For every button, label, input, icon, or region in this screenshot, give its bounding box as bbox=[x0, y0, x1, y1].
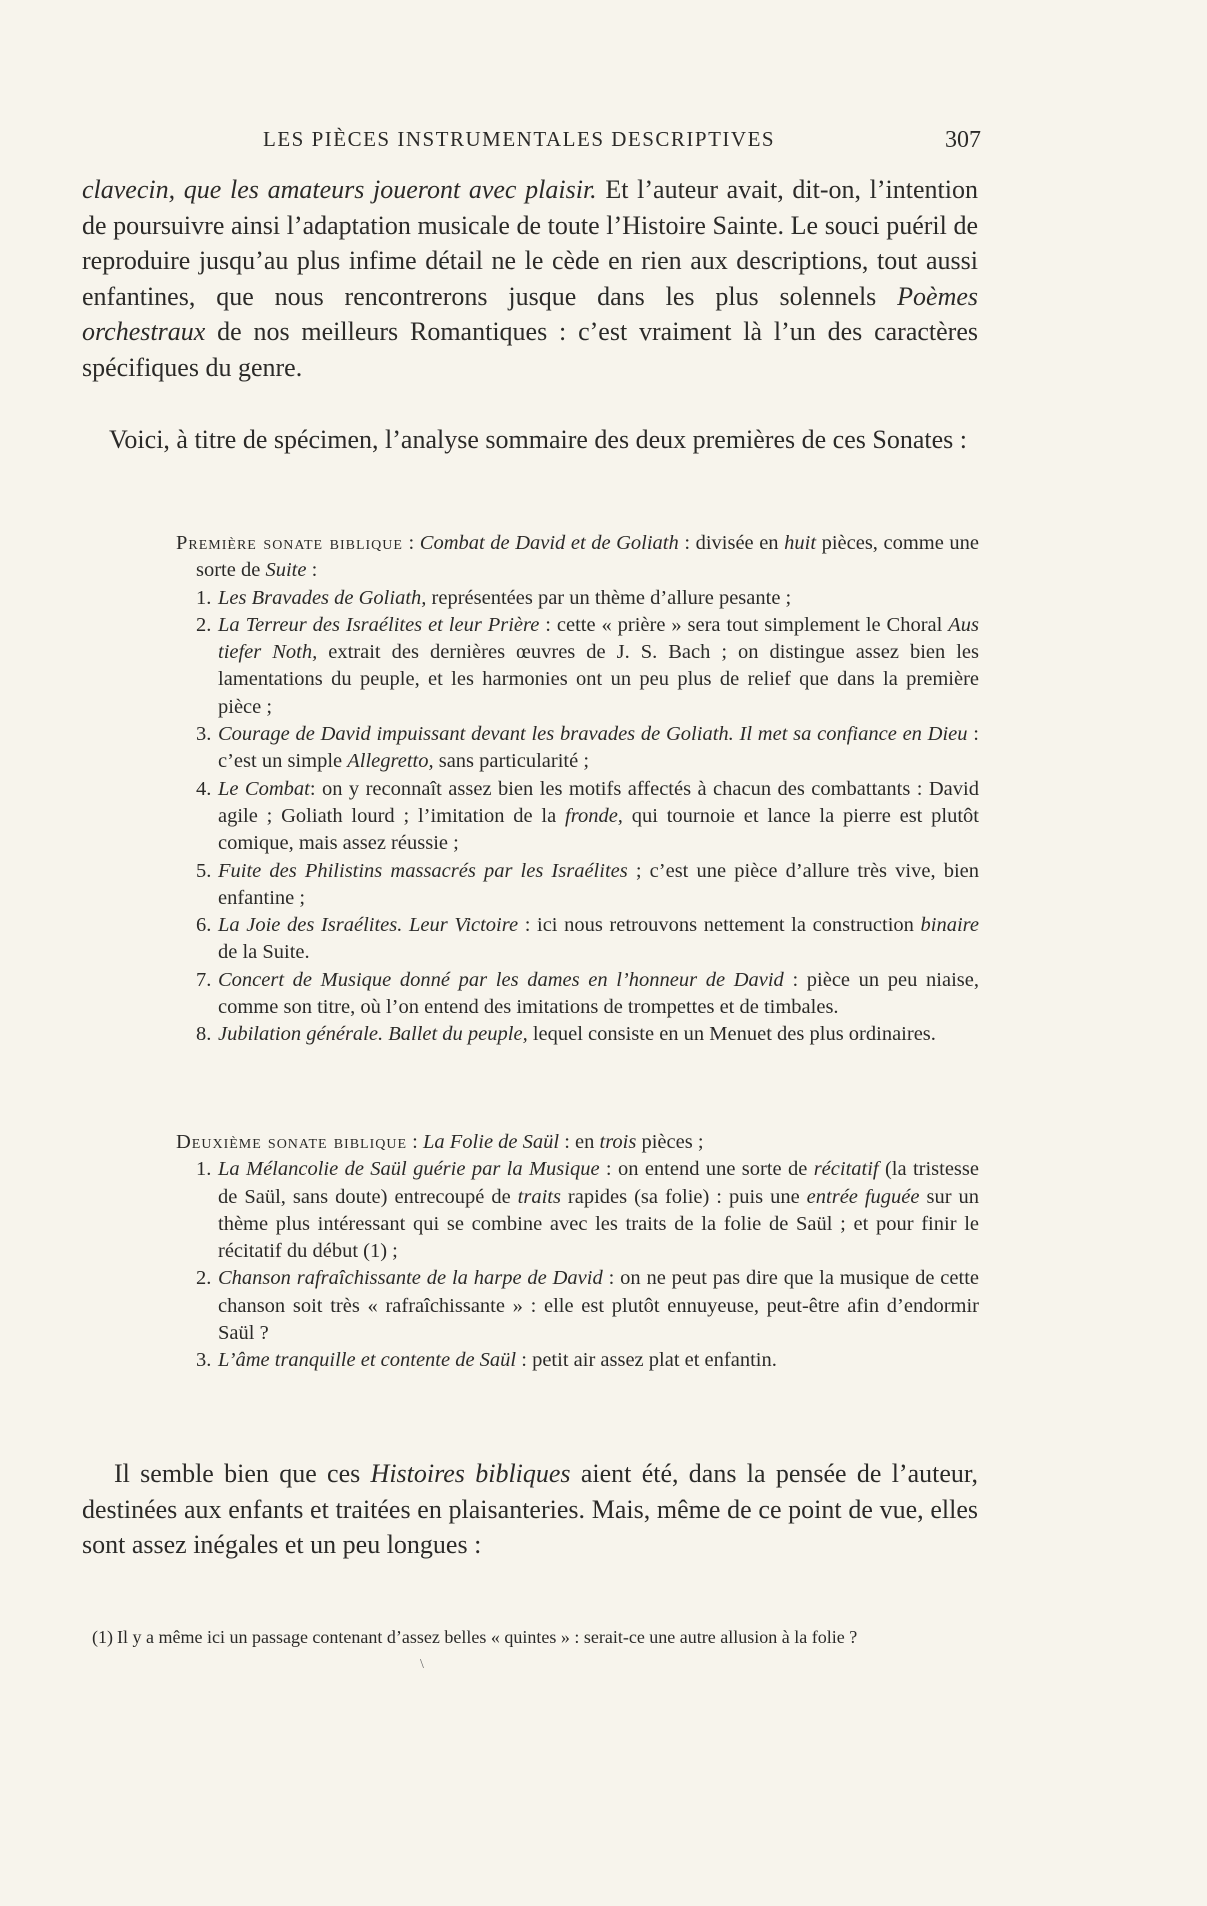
item-number: 2. bbox=[196, 1267, 212, 1290]
item-title: Les Bravades de Goliath, bbox=[218, 586, 427, 609]
paragraph-3-italic: Histoires bibliques bbox=[370, 1459, 571, 1488]
item-italic: fronde, bbox=[565, 804, 623, 827]
item-text: : on entend une sorte de bbox=[599, 1158, 814, 1181]
list-item bbox=[176, 585, 979, 612]
item-italic: récitatif bbox=[813, 1158, 879, 1181]
footnote bbox=[92, 1626, 976, 1648]
item-text: de la Suite. bbox=[218, 941, 310, 964]
paragraph-3-text-b: aient été, dans la pensée de l’auteur, destinées aux enfants et traitées en plaisanteries. Mais, même de ce point de vue, elles sont assez inégales et un peu longues : bbox=[82, 1459, 978, 1559]
footnote-marker: (1) bbox=[92, 1627, 113, 1647]
item-text: lequel consiste en un Menuet des plus ordinaires. bbox=[527, 1023, 936, 1046]
item-number: 8. bbox=[196, 1023, 212, 1046]
running-header bbox=[263, 127, 981, 157]
item-italic: traits bbox=[517, 1185, 561, 1208]
paragraph-1-text-a: Et l’auteur avait, dit-on, l’intention de poursuivre ainsi l’adaptation musicale de toute l’Histoire Sainte. Le souci puéril de reproduire jusqu’au plus infime détail ne le cède en rien aux descriptions, tout aussi enfantines, que nous rencontrerons jusque dans les plus solennels bbox=[82, 175, 978, 311]
sonata-2-block bbox=[176, 1129, 979, 1375]
item-title: Chanson rafraîchissante de la harpe de David bbox=[218, 1267, 603, 1290]
item-number: 3. bbox=[196, 1349, 212, 1372]
item-title: Concert de Musique donné par les dames en l’honneur de David bbox=[218, 968, 784, 991]
item-title: La Mélancolie de Saül guérie par la Musique bbox=[218, 1158, 600, 1181]
item-text: ; c’est une pièce d’allure très vive, bien enfantine ; bbox=[218, 859, 979, 909]
item-text: rapides (sa folie) : puis une bbox=[560, 1185, 807, 1208]
sonata-1-desc-italic: huit bbox=[784, 532, 817, 554]
list-item bbox=[176, 1347, 979, 1374]
item-text: : c’est un simple bbox=[218, 723, 979, 773]
sonata-1-items bbox=[176, 585, 979, 1049]
item-number: 6. bbox=[196, 914, 212, 937]
item-title: Courage de David impuissant devant les bravades de Goliath. Il met sa confiance en Dieu bbox=[218, 723, 968, 746]
item-italic: entrée fuguée bbox=[806, 1185, 920, 1208]
page-number: 307 bbox=[945, 127, 981, 153]
sonata-2-title: La Folie de Saül bbox=[423, 1131, 560, 1153]
item-italic: Allegretto, bbox=[347, 750, 434, 773]
sonata-2-items bbox=[176, 1156, 979, 1374]
list-item bbox=[176, 776, 979, 858]
item-title: Le Combat bbox=[218, 777, 310, 800]
item-text: : pièce un peu niaise, comme son titre, où l’on entend des imitations de trompettes et de timbales. bbox=[218, 968, 979, 1019]
item-number: 2. bbox=[196, 613, 212, 636]
item-text: représentées par un thème d’allure pesante ; bbox=[426, 586, 792, 609]
paragraph-3 bbox=[82, 1456, 978, 1563]
list-item bbox=[176, 1156, 979, 1265]
sonata-2-desc-italic: trois bbox=[599, 1131, 637, 1153]
item-title: Fuite des Philistins massacrés par les Israélites bbox=[218, 859, 628, 882]
item-title: Jubilation générale. Ballet du peuple, bbox=[218, 1023, 528, 1046]
item-number: 4. bbox=[196, 777, 212, 800]
paragraph-2: Voici, à titre de spécimen, l’analyse sommaire des deux premières de ces Sonates : bbox=[109, 425, 967, 454]
list-item bbox=[176, 721, 979, 776]
paragraph-1-text-b: de nos meilleurs Romantiques : c’est vraiment là l’un des caractères spécifiques du genre. bbox=[82, 317, 978, 382]
item-number: 7. bbox=[196, 968, 212, 991]
list-item bbox=[176, 1265, 979, 1347]
item-text: : on y reconnaît assez bien les motifs affectés à chacun des combattants : David agile ; Goliath lourd ; l’imitation de la bbox=[218, 777, 979, 827]
item-text: sans particularité ; bbox=[433, 750, 590, 773]
item-number: 1. bbox=[196, 1158, 212, 1181]
item-title: La Joie des Israélites. Leur Victoire bbox=[218, 914, 519, 937]
item-italic: Aus tiefer Noth, bbox=[218, 613, 979, 664]
item-text: (la tristesse de Saül, sans doute) entrecoupé de bbox=[218, 1158, 979, 1208]
sonata-1-label: Première sonate biblique bbox=[176, 532, 403, 554]
item-number: 1. bbox=[196, 586, 212, 609]
sonata-1-block bbox=[176, 530, 979, 1049]
paragraph-1 bbox=[82, 172, 978, 385]
paragraph-1-italic: clavecin, que les amateurs joueront avec plaisir. bbox=[82, 175, 597, 204]
stray-mark: \ bbox=[420, 1657, 424, 1672]
item-text: extrait des dernières œuvres de J. S. Bach ; on distingue assez bien les lamentations du peuple, et les harmonies ont un peu plus de relief que dans la première pièce ; bbox=[218, 641, 980, 718]
sonata-1-desc-b: pièces, comme une sorte de bbox=[196, 532, 979, 582]
list-item bbox=[176, 612, 979, 721]
sonata-2-desc-b: pièces ; bbox=[636, 1131, 704, 1153]
list-item bbox=[176, 967, 979, 1022]
paragraph-3-text-a: Il semble bien que ces bbox=[114, 1459, 371, 1488]
item-text: sur un thème plus intéressant qui se combine avec les traits de la folie de Saül ; et pour finir le récitatif du début (1) ; bbox=[218, 1185, 979, 1263]
item-text: : ici nous retrouvons nettement la construction bbox=[518, 914, 921, 937]
sonata-1-desc-a: : divisée en bbox=[678, 532, 785, 554]
sonata-1-sep: : bbox=[402, 532, 420, 554]
item-text: : petit air assez plat et enfantin. bbox=[516, 1349, 777, 1372]
item-title: La Terreur des Israélites et leur Prière bbox=[218, 613, 540, 636]
item-title: L’âme tranquille et contente de Saül bbox=[218, 1349, 517, 1372]
item-text: : cette « prière » sera tout simplement le Choral bbox=[539, 613, 949, 636]
sonata-1-desc-italic-2: Suite bbox=[265, 559, 307, 582]
list-item bbox=[176, 858, 979, 913]
sonata-2-desc-a: : en bbox=[559, 1131, 600, 1153]
footnote-text: Il y a même ici un passage contenant d’assez belles « quintes » : serait-ce une autre allusion à la folie ? bbox=[117, 1627, 858, 1647]
running-title: LES PIÈCES INSTRUMENTALES DESCRIPTIVES bbox=[263, 127, 776, 151]
sonata-2-heading bbox=[176, 1129, 979, 1156]
sonata-1-title: Combat de David et de Goliath bbox=[419, 532, 679, 554]
item-text: qui tournoie et lance la pierre est plutôt comique, mais assez réussie ; bbox=[218, 804, 980, 855]
item-number: 3. bbox=[196, 723, 212, 746]
list-item bbox=[176, 912, 979, 967]
list-item bbox=[176, 1021, 979, 1048]
item-number: 5. bbox=[196, 859, 212, 882]
paragraph-1-italic-2: Poèmes orchestraux bbox=[82, 281, 978, 346]
item-italic: binaire bbox=[920, 914, 979, 937]
item-text: : on ne peut pas dire que la musique de cette chanson soit très « rafraîchissante » : elle est plutôt ennuyeuse, peut-être afin d’endormir Saül ? bbox=[218, 1267, 979, 1345]
sonata-1-desc-c: : bbox=[306, 559, 318, 582]
sonata-2-sep: : bbox=[407, 1131, 423, 1153]
sonata-2-label: Deuxième sonate biblique bbox=[176, 1131, 408, 1153]
sonata-1-heading bbox=[176, 530, 979, 585]
